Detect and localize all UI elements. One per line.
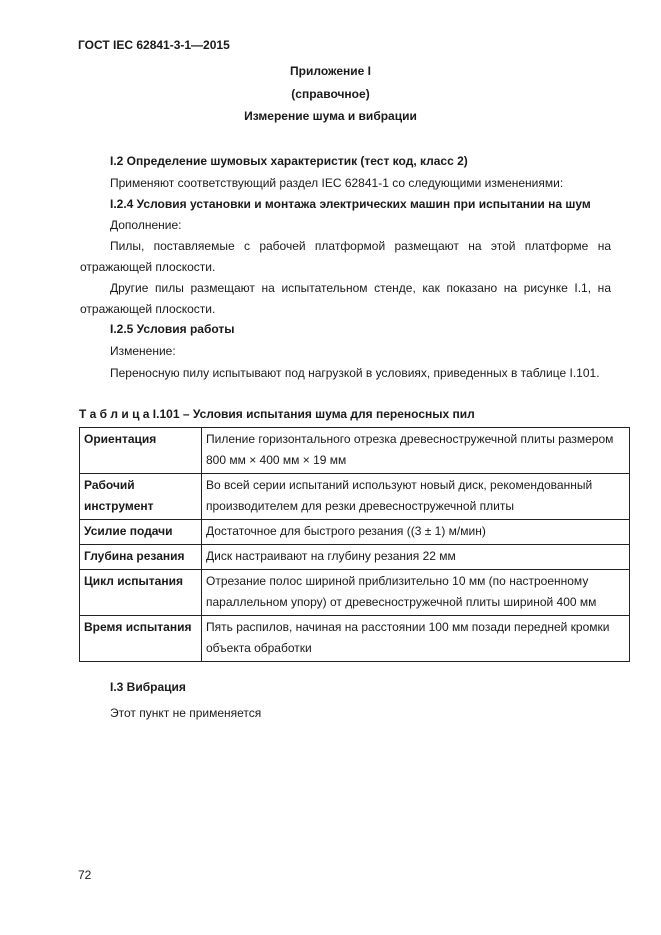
table-row bbox=[80, 545, 630, 570]
section-i24-addition: Дополнение: bbox=[110, 218, 182, 232]
table-row bbox=[80, 428, 630, 474]
section-i25-change: Изменение: bbox=[110, 344, 176, 358]
table-row-label: Усилие подачи bbox=[80, 520, 202, 545]
section-i24-heading: I.2.4 Условия установки и монтажа электрических машин при испытании на шум bbox=[110, 197, 591, 211]
page-number: 72 bbox=[78, 868, 92, 882]
table-row bbox=[80, 570, 630, 616]
table-row-value: Пять распилов, начиная на расстоянии 100 мм позади передней кромки объекта обработки bbox=[202, 616, 630, 662]
document-header: ГОСТ IEC 62841-3-1—2015 bbox=[78, 38, 230, 52]
table-row bbox=[80, 474, 630, 520]
table-row-value: Во всей серии испытаний используют новый диск, рекомендованный производителем для резки древесностружечной плиты bbox=[202, 474, 630, 520]
section-i25-heading: I.2.5 Условия работы bbox=[110, 322, 235, 336]
section-i2-heading: I.2 Определение шумовых характеристик (тест код, класс 2) bbox=[110, 154, 468, 168]
section-i3-heading: I.3 Вибрация bbox=[110, 680, 186, 694]
appendix-subject: Измерение шума и вибрации bbox=[244, 109, 417, 123]
section-i2-text: Применяют соответствующий раздел IEC 62841-1 со следующими изменениями: bbox=[110, 176, 564, 190]
test-conditions-table bbox=[79, 427, 630, 662]
table-caption bbox=[79, 407, 475, 421]
section-i24-paragraph-1: Пилы, поставляемые с рабочей платформой размещают на этой платформе на отражающей плоскости. bbox=[80, 239, 611, 274]
table-row-label: Ориентация bbox=[80, 428, 202, 474]
table-caption-prefix: Т а б л и ц а I.101 – bbox=[79, 407, 190, 421]
table-row bbox=[80, 520, 630, 545]
table-row-value: Диск настраивают на глубину резания 22 мм bbox=[202, 545, 630, 570]
table-row bbox=[80, 616, 630, 662]
section-i25-text: Переносную пилу испытывают под нагрузкой в условиях, приведенных в таблице I.101. bbox=[110, 366, 600, 380]
table-row-value: Отрезание полос шириной приблизительно 10 мм (по настроенному параллельном упору) от древесностружечной плиты шириной 400 мм bbox=[202, 570, 630, 616]
table-row-label: Рабочий инструмент bbox=[80, 474, 202, 520]
table-row-label: Глубина резания bbox=[80, 545, 202, 570]
appendix-title: Приложение I bbox=[290, 64, 371, 78]
section-i3-text: Этот пункт не применяется bbox=[110, 706, 262, 720]
table-row-label: Цикл испытания bbox=[80, 570, 202, 616]
appendix-kind: (справочное) bbox=[291, 87, 370, 101]
table-caption-title: Условия испытания шума для переносных пил bbox=[192, 407, 475, 421]
table-row-label: Время испытания bbox=[80, 616, 202, 662]
table-row-value: Пиление горизонтального отрезка древесностружечной плиты размером 800 мм × 400 мм × 19 мм bbox=[202, 428, 630, 474]
section-i24-paragraph-2: Другие пилы размещают на испытательном стенде, как показано на рисунке I.1, на отражающей плоскости. bbox=[80, 281, 611, 316]
table-row-value: Достаточное для быстрого резания ((3 ± 1) м/мин) bbox=[202, 520, 630, 545]
